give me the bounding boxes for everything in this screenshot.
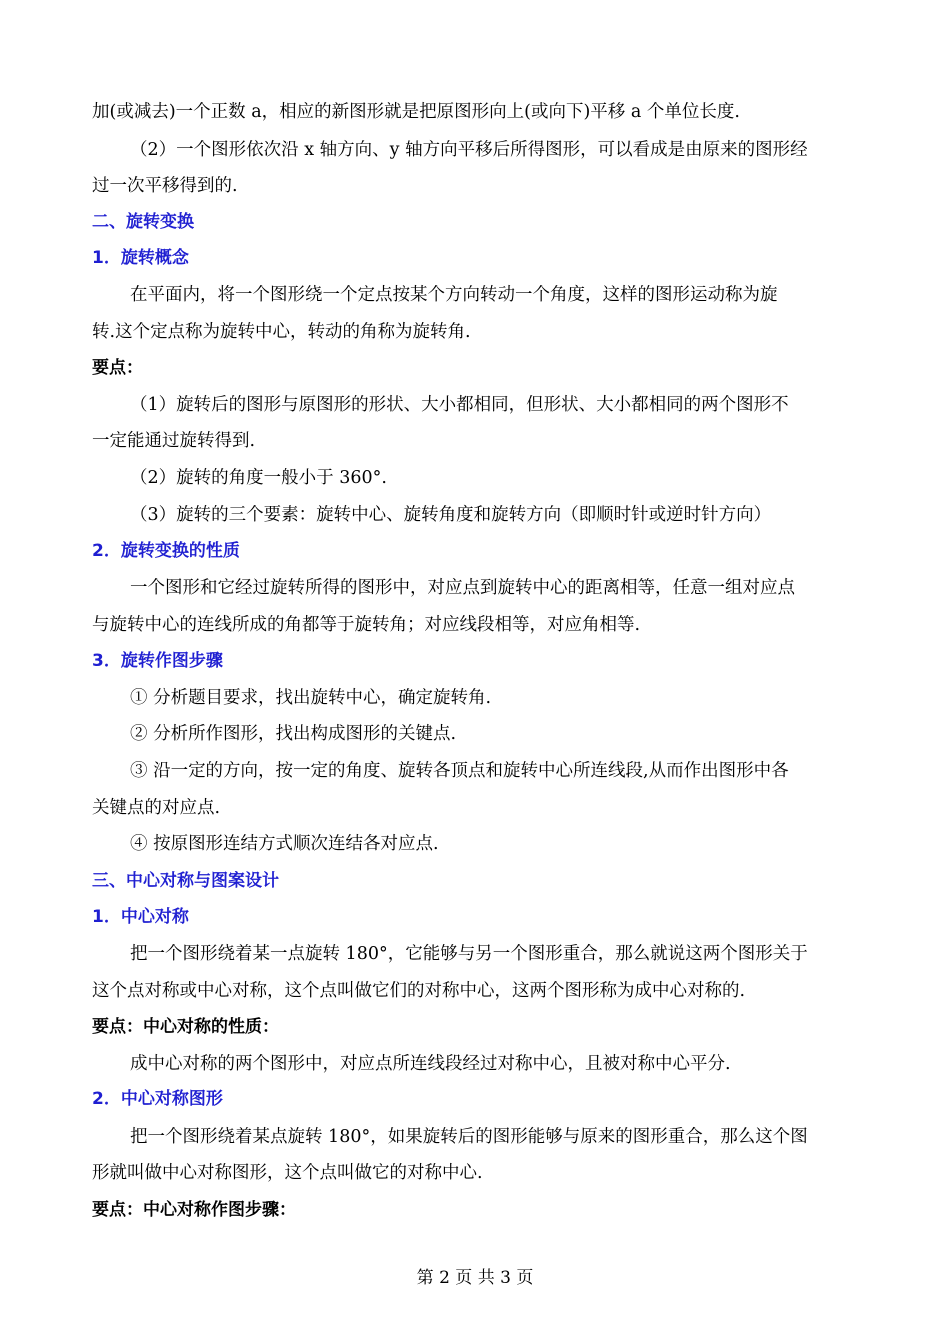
subsection-heading: 2．中心对称图形 [92,1089,223,1109]
keypoint-label: 要点： [92,358,143,378]
paragraph-line: 与旋转中心的连线所成的角都等于旋转角；对应线段相等，对应角相等. [92,615,641,635]
step-item: ① 分析题目要求，找出旋转中心，确定旋转角. [130,688,492,708]
step-item: ④ 按原图形连结方式顺次连结各对应点. [130,834,439,854]
paragraph-line: 这个点对称或中心对称，这个点叫做它们的对称中心，这两个图形称为成中心对称的. [92,981,746,1001]
subsection-heading: 3．旋转作图步骤 [92,651,223,671]
paragraph-line: 把一个图形绕着某一点旋转 180°，它能够与另一个图形重合，那么就说这两个图形关于 [130,944,808,964]
paragraph-line: 关键点的对应点. [92,798,221,818]
keypoint-label: 要点：中心对称作图步骤： [92,1200,296,1220]
paragraph-line: 一定能通过旋转得到. [92,431,256,451]
subsection-heading: 1．旋转概念 [92,248,189,268]
paragraph-line: （1）旋转后的图形与原图形的形状、大小都相同，但形状、大小都相同的两个图形不 [130,395,789,415]
paragraph-line: 成中心对称的两个图形中，对应点所连线段经过对称中心，且被对称中心平分. [130,1054,731,1074]
section-heading: 三、中心对称与图案设计 [92,871,279,891]
subsection-heading: 2．旋转变换的性质 [92,541,240,561]
paragraph-line: （3）旋转的三个要素：旋转中心、旋转角度和旋转方向（即顺时针或逆时针方向） [130,505,772,525]
section-heading: 二、旋转变换 [92,212,194,232]
subsection-heading: 1．中心对称 [92,907,189,927]
paragraph-line: （2）旋转的角度一般小于 360°. [130,468,387,488]
paragraph-line: 一个图形和它经过旋转所得的图形中，对应点到旋转中心的距离相等，任意一组对应点 [130,578,795,598]
paragraph-line: 过一次平移得到的. [92,176,238,196]
paragraph-line: 在平面内，将一个图形绕一个定点按某个方向转动一个角度，这样的图形运动称为旋 [130,285,778,305]
step-item: ③ 沿一定的方向，按一定的角度、旋转各顶点和旋转中心所连线段,从而作出图形中各 [130,761,789,781]
keypoint-label: 要点：中心对称的性质： [92,1017,279,1037]
paragraph-line: 形就叫做中心对称图形，这个点叫做它的对称中心. [92,1163,483,1183]
step-item: ② 分析所作图形，找出构成图形的关键点. [130,724,457,744]
paragraph-line: （2）一个图形依次沿 x 轴方向、y 轴方向平移后所得图形，可以看成是由原来的图形经 [130,140,808,160]
page-footer: 第 2 页 共 3 页 [416,1268,534,1288]
paragraph-line: 把一个图形绕着某点旋转 180°，如果旋转后的图形能够与原来的图形重合，那么这个图 [130,1127,808,1147]
paragraph-line: 加(或减去)一个正数 a，相应的新图形就是把原图形向上(或向下)平移 a 个单位长度. [92,102,740,122]
paragraph-line: 转.这个定点称为旋转中心，转动的角称为旋转角. [92,322,471,342]
